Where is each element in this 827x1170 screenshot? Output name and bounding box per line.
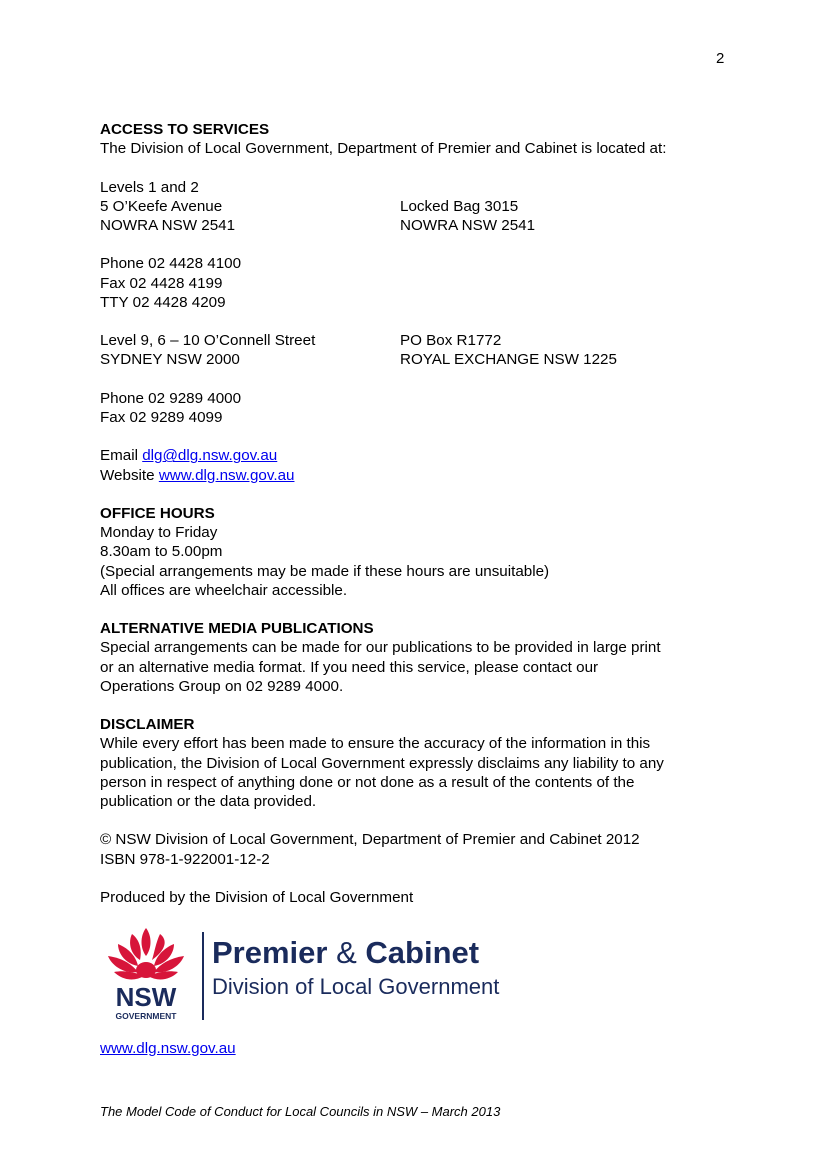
- logo-nsw-text: NSW: [115, 982, 177, 1012]
- office-hours-line: (Special arrangements may be made if these hours are unsuitable): [100, 562, 550, 580]
- nowra-phone: Phone 02 4428 4100: [100, 255, 242, 273]
- office-hours-line: 8.30am to 5.00pm: [100, 543, 223, 561]
- sydney-phone: Phone 02 9289 4000: [100, 389, 242, 407]
- nowra-street-line: Levels 1 and 2: [100, 178, 199, 196]
- logo-subtitle: Division of Local Government: [212, 974, 500, 999]
- sydney-address-row: [100, 350, 740, 369]
- logo-title-premier: Premier: [212, 935, 328, 970]
- alt-media-line: Operations Group on 02 9289 4000.: [100, 677, 344, 695]
- access-intro: The Division of Local Government, Department of Premier and Cabinet is located at:: [100, 140, 667, 158]
- copyright-line: © NSW Division of Local Government, Department of Premier and Cabinet 2012: [100, 831, 640, 849]
- nowra-address-row: [100, 197, 740, 216]
- nowra-street-line: NOWRA NSW 2541: [100, 217, 236, 234]
- nowra-street-line: 5 O’Keefe Avenue: [100, 197, 223, 215]
- nsw-government-logo: [100, 926, 560, 1022]
- website-line: [100, 466, 740, 485]
- nowra-address-row: [100, 216, 740, 235]
- footer-note: The Model Code of Conduct for Local Councils in NSW – March 2013: [100, 1104, 501, 1119]
- office-hours-line: Monday to Friday: [100, 524, 218, 542]
- logo-divider: [202, 932, 204, 1020]
- sydney-postal-line: PO Box R1772: [400, 332, 502, 350]
- email-line: [100, 446, 740, 465]
- email-label: Email: [100, 447, 138, 465]
- sydney-street-line: Level 9, 6 – 10 O’Connell Street: [100, 332, 316, 350]
- produced-by: Produced by the Division of Local Government: [100, 888, 414, 906]
- email-link[interactable]: dlg@dlg.nsw.gov.au: [142, 447, 278, 465]
- isbn-line: ISBN 978-1-922001-12-2: [100, 850, 270, 868]
- alt-media-line: Special arrangements can be made for our publications to be provided in large print: [100, 639, 661, 657]
- disclaimer-line: person in respect of anything done or not done as a result of the contents of the: [100, 773, 635, 791]
- disclaimer-line: publication, the Division of Local Government expressly disclaims any liability to any: [100, 754, 664, 772]
- nowra-tty: TTY 02 4428 4209: [100, 293, 226, 311]
- alt-media-line: or an alternative media format. If you need this service, please contact our: [100, 658, 599, 676]
- sydney-fax: Fax 02 9289 4099: [100, 408, 223, 426]
- logo-government-text: GOVERNMENT: [115, 1011, 177, 1021]
- website-label: Website: [100, 466, 155, 484]
- disclaimer-heading: DISCLAIMER: [100, 716, 195, 734]
- sydney-postal-line: ROYAL EXCHANGE NSW 1225: [400, 351, 617, 369]
- document-body: [100, 120, 740, 907]
- nowra-fax: Fax 02 4428 4199: [100, 274, 223, 292]
- alt-media-heading: ALTERNATIVE MEDIA PUBLICATIONS: [100, 620, 374, 638]
- nowra-address-row: [100, 178, 740, 197]
- website-link[interactable]: www.dlg.nsw.gov.au: [158, 466, 295, 484]
- nowra-postal-line: NOWRA NSW 2541: [400, 217, 536, 234]
- logo-title-amp: &: [336, 935, 357, 970]
- office-hours-line: All offices are wheelchair accessible.: [100, 581, 348, 599]
- disclaimer-line: While every effort has been made to ensure the accuracy of the information in this: [100, 735, 651, 753]
- disclaimer-line: publication or the data provided.: [100, 792, 317, 810]
- nowra-postal-line: Locked Bag 3015: [400, 197, 519, 215]
- sydney-street-line: SYDNEY NSW 2000: [100, 351, 240, 369]
- page-number: 2: [716, 50, 725, 67]
- sydney-address-row: [100, 331, 740, 350]
- logo-title-cabinet: Cabinet: [365, 935, 480, 970]
- footer-website-link[interactable]: www.dlg.nsw.gov.au: [100, 1040, 236, 1057]
- logo-title: [212, 934, 499, 972]
- waratah-icon: [100, 926, 192, 1022]
- access-heading: ACCESS TO SERVICES: [100, 121, 270, 138]
- office-hours-heading: OFFICE HOURS: [100, 504, 215, 522]
